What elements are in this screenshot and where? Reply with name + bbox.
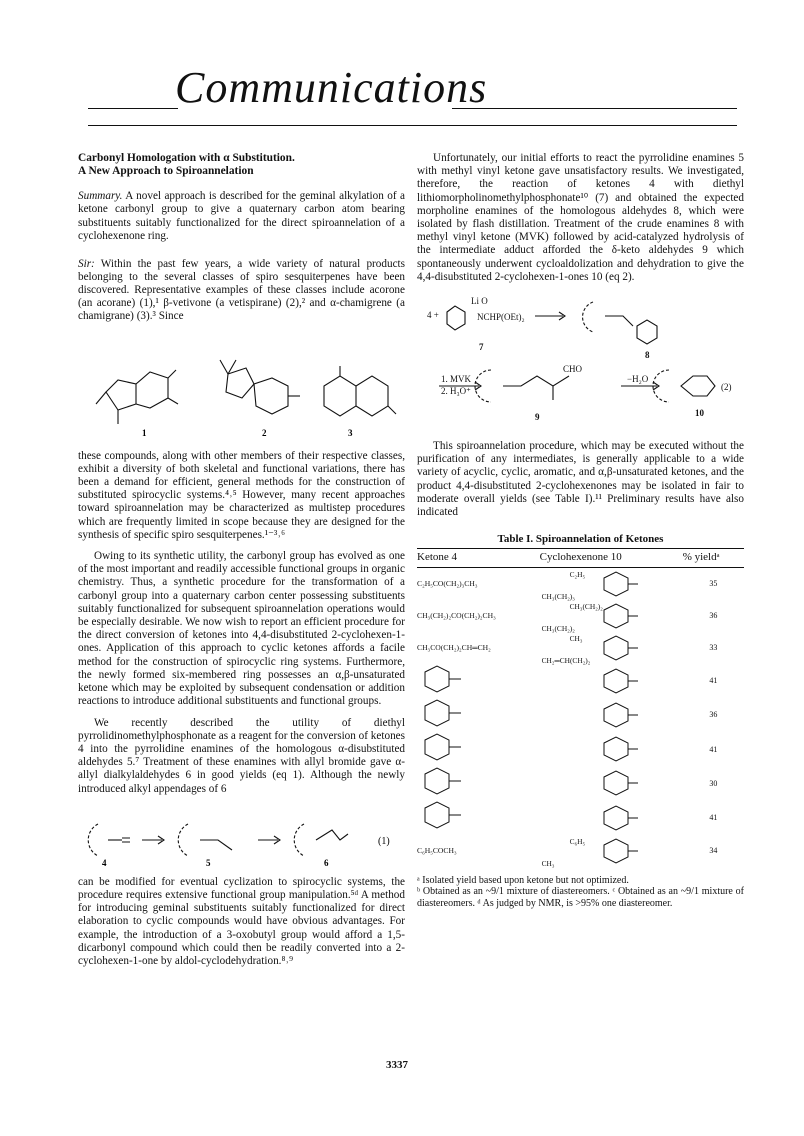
product-sub-2: CH₃(CH₂)₃ [541,591,575,601]
footnote-b: ᵇ Obtained as an ~9/1 mixture of diastereomers. [417,886,610,898]
ketone-cell [417,766,540,800]
product-structure [540,802,680,834]
paragraph-4: We recently described the utility of diethyl pyrrolidinomethylphosphonate as a reagent for the conversion of ketones 4 into the pyrrolidine enamines of the homologous α-disubstituted aldehydes 5.⁷ Treatment of these enamines with allyl bromide gave α-allyl dialkylaldehydes 6 in good yields (eq 1). Although the newly introduced alkyl appendages of 6 [78,716,405,795]
eq1-label-6: 6 [324,857,329,868]
eq2-label-9: 9 [535,412,540,423]
table-row [417,800,744,834]
yield-cell: 33 [709,643,718,653]
cyclohexenone-cell [540,698,683,732]
left-column [78,152,405,976]
eq2-cho: CHO [563,364,583,375]
eq2-step1: 1. MVK [441,374,472,385]
sir-label: Sir: [78,257,95,270]
equation-1-svg [78,804,405,868]
footnote-a: ᵃ Isolated yield based upon ketone but not optimized. [417,874,629,886]
product-structure [540,835,680,867]
eq2-label-8: 8 [645,350,650,361]
yield-cell: 41 [709,812,718,822]
ketone-structure [417,732,477,762]
figure-structures-1-3 [78,332,405,442]
table-row [417,732,744,766]
ketone-structure [417,664,477,694]
eq1-label-4: 4 [102,857,107,868]
table-body [417,567,744,867]
ketone-cell: CH₃CO(CH₂)₂CH═CH₂ [417,643,491,653]
eq2-label-7: 7 [479,342,484,353]
table-footnotes [417,875,744,910]
paragraph-3: Owing to its synthetic utility, the carbonyl group has evolved as one of the most important and readily accessible functional groups in organic chemistry. Thus, a synthetic procedure for the transformation of a carbonyl group into a quaternary carbon center possessing substituents suitably functionalized for subsequent spiroannelation operations would be especially desirable. We now wish to report an efficient procedure for the direct conversion of ketones into 4,4-disubstituted 2-cyclohexen-1-ones. Application of this approach to cyclic ketones affords a facile method for the construction of spirocyclic ring systems. Furthermore, the newly formed six-membered ring possesses an α,β-unsaturated ketone which may be exploited by subsequent condensation or addition reactions to introduce additional substituents and functional groups. [78,550,405,708]
yield-cell: 36 [709,710,718,720]
summary [78,190,405,244]
compound-label-2: 2 [262,427,267,438]
table-row [417,766,744,800]
footnote-d: ᵈ As judged by NMR, is >95% one diastereomer. [477,897,673,909]
ketone-structure [417,766,477,796]
yield-cell: 35 [709,579,718,589]
paragraph-6: Unfortunately, our initial efforts to react the pyrrolidine enamines 5 with methyl vinyl ketone gave unsatisfactory results. We investigated, therefore, the reaction of ketones 4 with diethyl lithiomorpholinomethylphosphonate¹⁰ (7) and obtained the expected morpholine enamines of the homologous aldehydes 8, which were isolated by flash distillation. Treatment of the crude enamines 8 with methyl vinyl ketone (MVK) followed by acid-catalyzed hydrolysis of the intermediate adduct afforded the δ-keto aldehydes 9 which spontaneously underwent cycloaldolization and dehydration to give the 4,4-disubstituted 2-cyclohexen-1-ones 10 (eq 2). [417,152,744,283]
section-header: Communications [175,63,488,112]
ketone-cell [417,732,540,766]
paragraph-1 [78,258,405,324]
paragraph-1-text: Within the past few years, a wide variety of natural products belonging to the several classes of spiro sesquiterpenes have been discovered. Representative examples of these classes include acorone (an acorane) (1),¹ β-vetivone (a vetispirane) (2),² and α-chamigrene (a chamigrane) (3).³ Since [78,257,405,323]
cyclohexenone-cell [540,732,683,766]
table-row [417,600,744,632]
paragraph-2: these compounds, along with other members of their respective classes, exhibit a diversity of both skeletal and functional variations, there has been a demand for efficient, general methods for the construction of substituted spirocyclic systems.⁴˒⁵ However, many recent approaches toward spiroannelation may be characterized as multistep procedures which are frequently limited in scope because they are designed for the synthesis of specific spiro sesquiterpenes.¹⁻³˒⁶ [78,449,405,541]
ketone-cell [417,800,540,834]
page-number: 3337 [386,1059,408,1071]
article-title-line2: A New Approach to Spiroannelation [78,165,254,177]
ketone-structure [417,800,477,830]
right-column [417,152,744,909]
cyclohexenone-cell [540,800,683,834]
ketone-structure [417,698,477,728]
spiroannelation-table [417,548,744,866]
equation-2-svg [417,292,744,432]
product-structure [540,600,680,632]
summary-text: A novel approach is described for the geminal alkylation of a ketone carbonyl group to give a quaternary carbon atom bearing substituents suitably functionalized for the direct spiroannelation of a cyclohexenone ring. [78,190,405,243]
product-structure [540,665,680,697]
ketone-cell [417,698,540,732]
product-sub-1: CH₃(CH₂)₂ [569,601,603,611]
header-rule-right [452,108,737,109]
compound-label-1: 1 [142,427,147,438]
product-sub-1: C₂H₅ [569,569,586,579]
header-rule-bottom [88,125,737,126]
header-rule-left [88,108,178,109]
product-sub-2: CH₃ [541,858,555,868]
ketone-cell: CH₃(CH₂)₂CO(CH₂)₂CH₃ [417,611,496,621]
product-sub-2: CH₂═CH(CH₂)₂ [541,655,591,665]
eq1-label-5: 5 [206,857,211,868]
product-structure [540,568,680,600]
product-structure [540,733,680,765]
article-title-line1: Carbonyl Homologation with α Substitution. [78,152,295,164]
ketone-cell: C₆H₅COCH₃ [417,846,457,856]
product-sub-2: CH₃(CH₂)₂ [541,623,575,633]
table-row [417,664,744,698]
yield-cell: 36 [709,611,718,621]
product-sub-1: CH₃ [569,633,583,643]
ketone-cell: C₂H₅CO(CH₂)₃CH₃ [417,579,478,589]
eq2-minus-water: −H₂O [627,374,649,385]
product-sub-1: C₆H₅ [569,836,586,846]
table-row [417,632,744,664]
equation-1-number: (1) [378,835,390,847]
yield-cell: 41 [709,744,718,754]
table-header-row [417,549,744,567]
table-row [417,835,744,867]
eq2-4-plus: 4 + [427,310,439,321]
cyclohexenone-cell [540,632,683,664]
summary-label: Summary. [78,190,123,202]
paragraph-7: This spiroannelation procedure, which may be executed without the purification of any intermediates, is generally applicable to a wide variety of acyclic, cyclic, aromatic, and α,β-unsaturated ketones, and the product 4,4-disubstituted 2-cyclohexenones may be isolated in fair to moderate overall yields (see Table I).¹¹ Preliminary results have also indicated [417,440,744,519]
eq2-li-o: Li O [471,296,488,307]
header-ketone: Ketone 4 [417,549,540,567]
table-row [417,698,744,732]
table-row [417,567,744,600]
product-structure [540,767,680,799]
eq2-step2: 2. H₃O⁺ [441,386,471,397]
cyclohexenone-cell [540,567,683,600]
footnote-c: ᶜ Obtained as an ~9/1 mixture of diastereomers. [417,886,744,909]
cyclohexenone-cell [540,835,683,867]
header-yield: % yieldᵃ [683,549,744,567]
paragraph-5: can be modified for eventual cyclization to spirocyclic systems, the procedure requires extensive functional group manipulation.⁵ᵈ A method for introducing geminal substituents suitably functionalized for direct elaboration to cyclic compounds would have obvious advantages. For example, the introduction of a 3-oxobutyl group would afford a 1,5-dicarbonyl compound which could then be readily converted into a 2-cyclohexen-1-one by aldol-cyclodehydration.⁸˒⁹ [78,875,405,967]
equation-2-number: (2) [721,382,732,393]
eq2-reagent: NCHP(OEt)₂ [477,312,525,323]
equation-2 [417,292,744,432]
article-title [78,152,405,178]
product-structure [540,699,680,731]
compound-label-3: 3 [348,427,353,438]
yield-cell: 41 [709,676,718,686]
table-title: Table I. Spiroannelation of Ketones [497,533,664,546]
structures-svg [78,332,405,442]
yield-cell: 34 [709,846,718,856]
eq2-label-10: 10 [695,408,704,419]
footnote-b-c [417,886,744,909]
header-cyclohexenone: Cyclohexenone 10 [540,549,683,567]
ketone-cell [417,664,540,698]
yield-cell: 30 [709,778,718,788]
cyclohexenone-cell [540,600,683,632]
product-structure [540,632,680,664]
equation-1 [78,804,405,868]
cyclohexenone-cell [540,766,683,800]
cyclohexenone-cell [540,664,683,698]
